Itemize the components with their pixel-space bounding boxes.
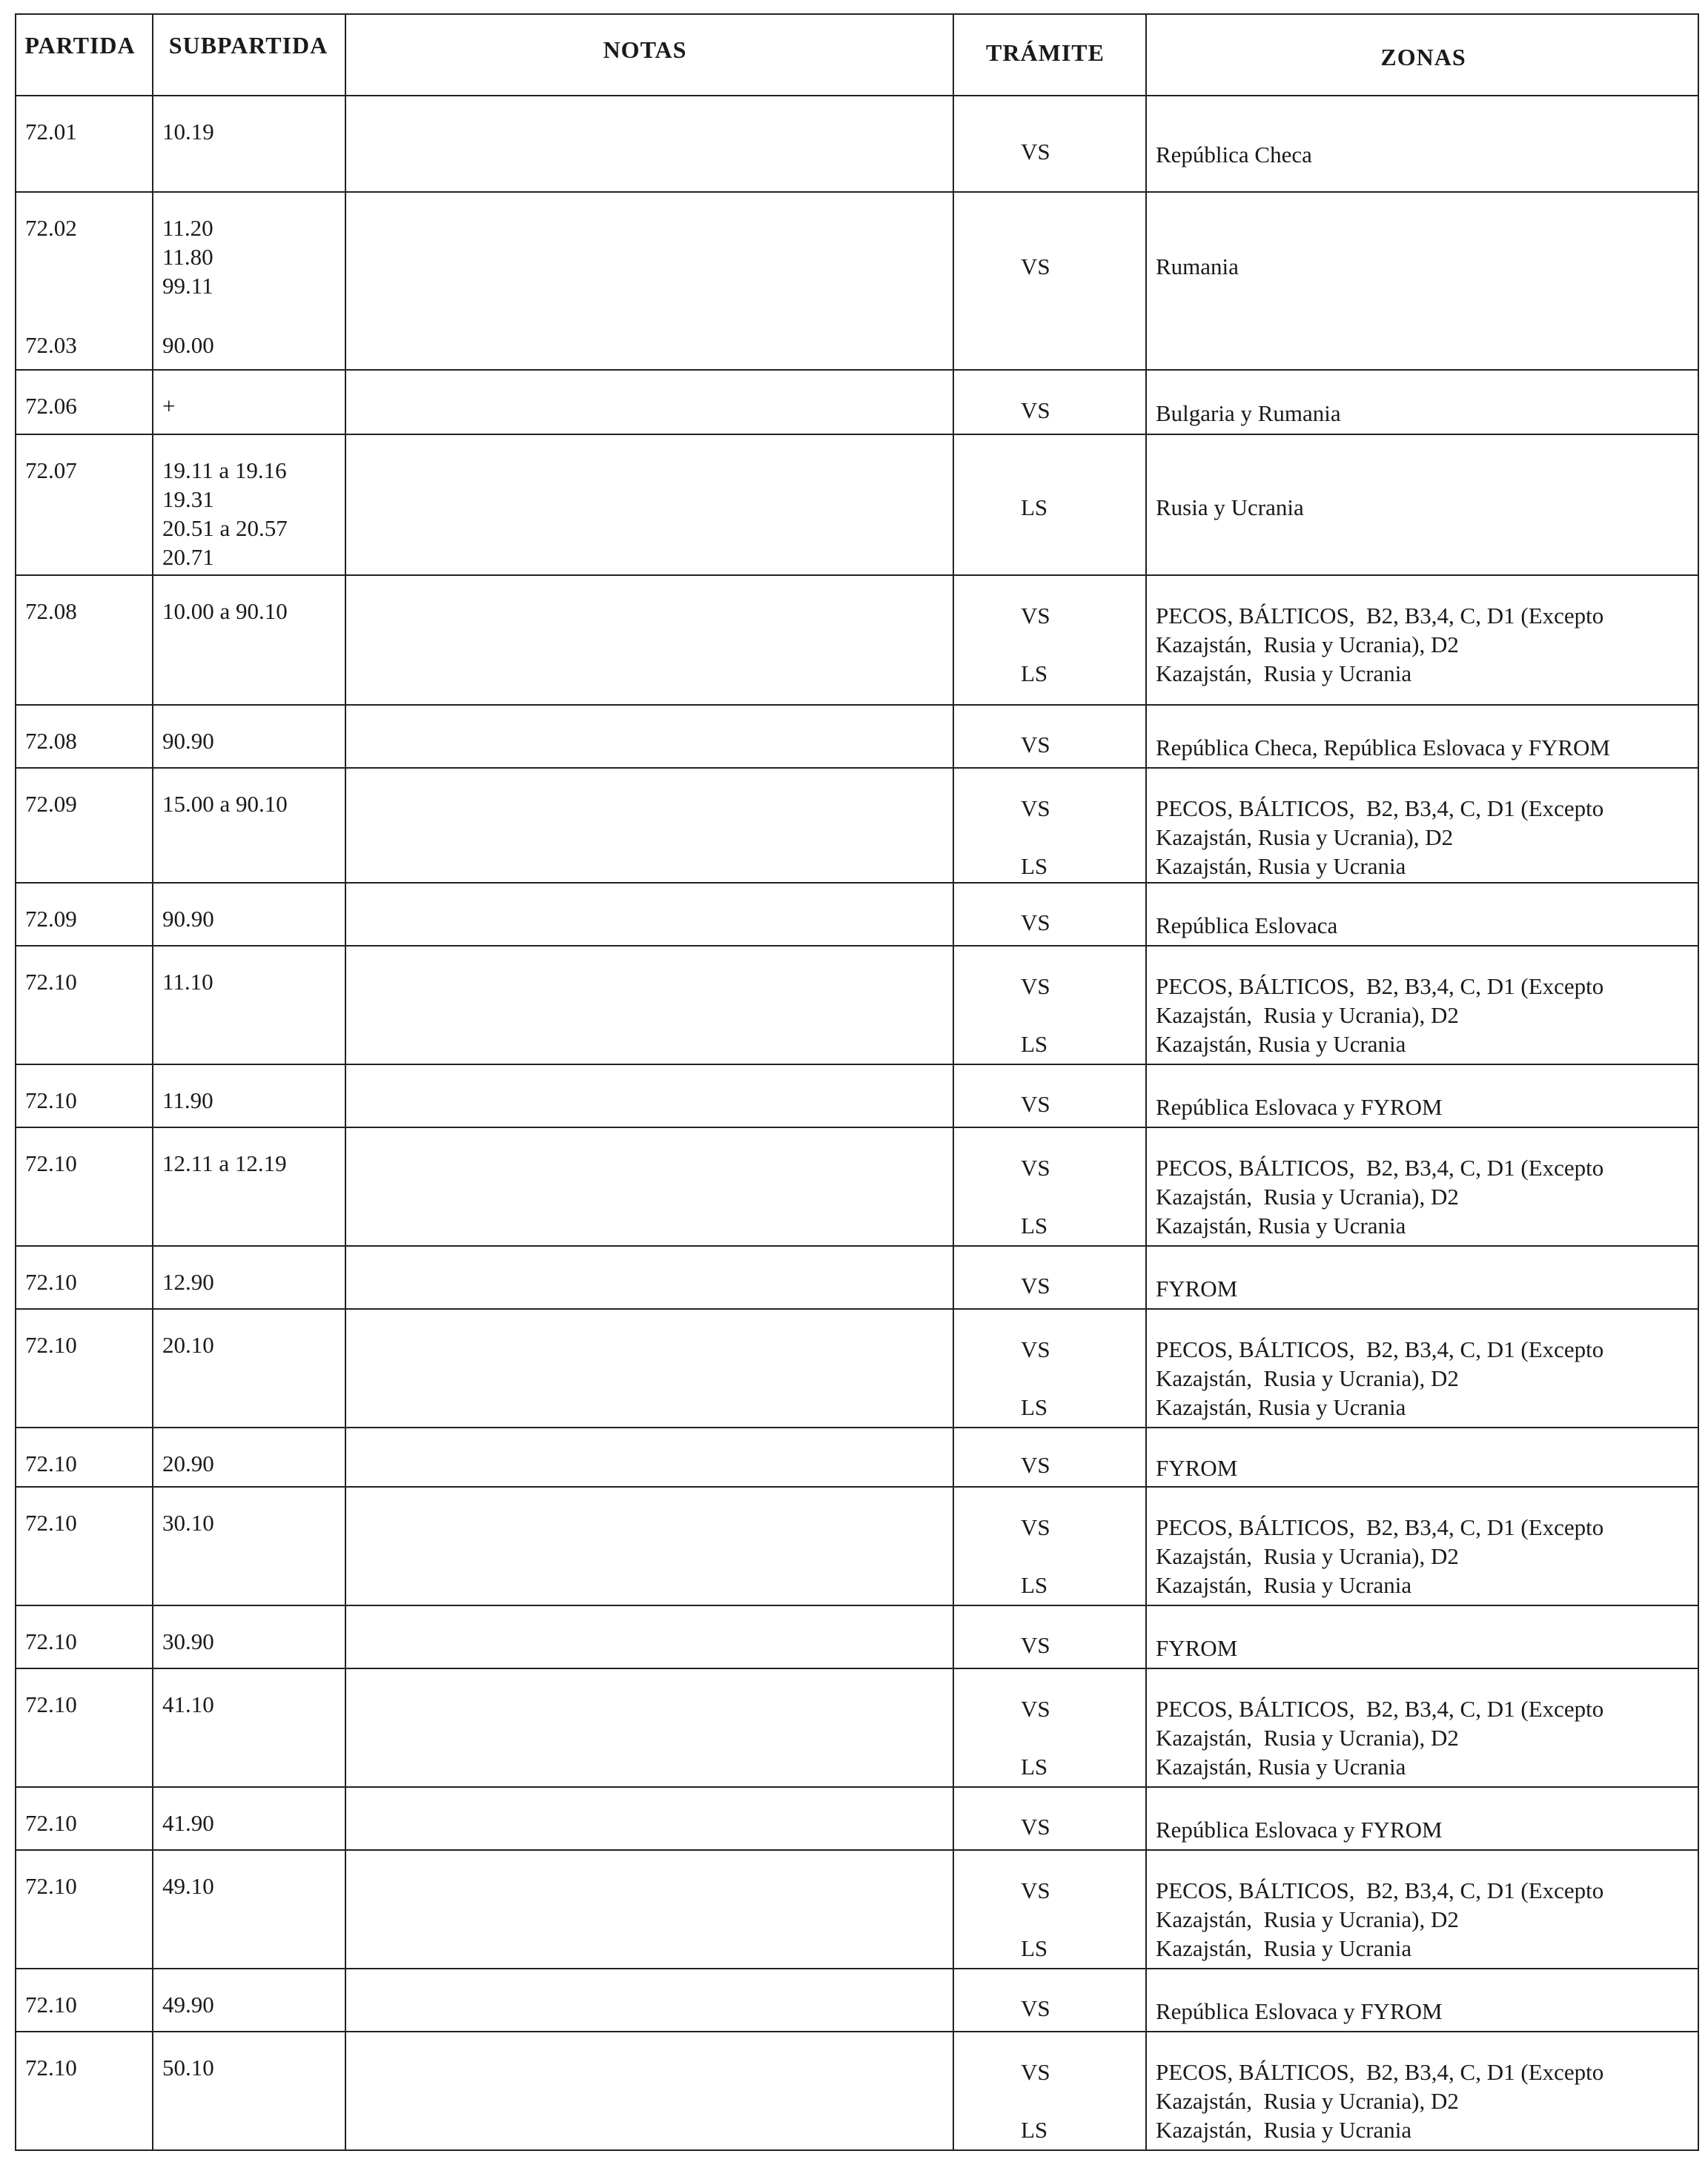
header-subpartida: SUBPARTIDA xyxy=(168,32,328,59)
subpartida-cell: 49.10 xyxy=(162,1873,214,1899)
tramite-cell: VS xyxy=(1021,1272,1050,1299)
tramite-cell: LS xyxy=(1021,1213,1048,1239)
zonas-cell: PECOS, BÁLTICOS, B2, B3,4, C, D1 (Excepto Kazajstán, Rusia y Ucrania), D2 xyxy=(1156,2059,1604,2114)
zonas-cell: FYROM xyxy=(1156,1634,1238,1661)
tramite-cell: VS xyxy=(1021,1877,1050,1903)
zonas-cell: Bulgaria y Rumania xyxy=(1156,400,1341,426)
subpartida-cell: 49.90 xyxy=(162,1992,214,2018)
partida-cell: 72.10 xyxy=(25,1087,77,1113)
partida-cell: 72.06 xyxy=(25,393,77,419)
tramite-cell: LS xyxy=(1021,1572,1048,1598)
zonas-cell: República Checa, República Eslovaca y FYROM xyxy=(1156,734,1610,760)
tramite-cell: VS xyxy=(1021,909,1050,935)
subpartida-cell: 10.19 xyxy=(162,119,214,145)
tramite-cell: LS xyxy=(1021,853,1048,879)
tramite-cell: VS xyxy=(1021,1696,1050,1722)
zonas-cell: República Eslovaca xyxy=(1156,912,1338,938)
partida-cell: 72.09 xyxy=(25,791,77,817)
tramite-cell: LS xyxy=(1021,660,1048,686)
partida-cell: 72.03 xyxy=(25,332,77,358)
tramite-cell: VS xyxy=(1021,2059,1050,2085)
subpartida-cell: 20.90 xyxy=(162,1451,214,1476)
subpartida-cell: 20.10 xyxy=(162,1332,214,1358)
subpartida-cell: 30.90 xyxy=(162,1628,214,1654)
tramite-cell: VS xyxy=(1021,1813,1050,1840)
tramite-cell: VS xyxy=(1021,973,1050,999)
subpartida-cell: 15.00 a 90.10 xyxy=(162,791,288,817)
zonas-cell: PECOS, BÁLTICOS, B2, B3,4, C, D1 (Excepto Kazajstán, Rusia y Ucrania), D2 xyxy=(1156,1514,1604,1569)
zonas-cell: FYROM xyxy=(1156,1275,1238,1302)
zonas-cell: FYROM xyxy=(1156,1455,1238,1481)
subpartida-cell: 10.00 a 90.10 xyxy=(162,598,288,624)
subpartida-cell: 41.10 xyxy=(162,1691,214,1717)
tramite-cell: VS xyxy=(1021,139,1050,165)
tramite-cell: VS xyxy=(1021,1452,1050,1478)
partida-cell: 72.08 xyxy=(25,728,77,754)
zonas-cell: República Eslovaca y FYROM xyxy=(1156,1093,1443,1120)
row-divider xyxy=(15,434,1699,435)
column-divider xyxy=(152,13,153,2149)
tramite-cell: LS xyxy=(1021,1935,1048,1961)
column-divider xyxy=(953,13,954,2149)
column-divider xyxy=(15,13,16,2149)
partida-cell: 72.10 xyxy=(25,1332,77,1358)
partida-cell: 72.10 xyxy=(25,1150,77,1176)
tramite-cell: VS xyxy=(1021,253,1050,279)
zonas-cell: PECOS, BÁLTICOS, B2, B3,4, C, D1 (Excepto Kazajstán, Rusia y Ucrania), D2 xyxy=(1156,1696,1604,1751)
subpartida-cell: 50.10 xyxy=(162,2055,214,2081)
subpartida-cell: 30.10 xyxy=(162,1510,214,1536)
partida-cell: 72.08 xyxy=(25,598,77,624)
row-divider xyxy=(15,369,1699,371)
partida-cell: 72.10 xyxy=(25,1873,77,1899)
row-divider xyxy=(15,1786,1699,1788)
row-divider xyxy=(15,1668,1699,1669)
zonas-cell: Kazajstán, Rusia y Ucrania xyxy=(1156,660,1412,686)
column-divider xyxy=(1698,13,1699,2149)
zonas-cell: PECOS, BÁLTICOS, B2, B3,4, C, D1 (Excepto Kazajstán, Rusia y Ucrania), D2 xyxy=(1156,973,1604,1028)
row-divider xyxy=(15,1849,1699,1851)
tramite-cell: VS xyxy=(1021,1995,1050,2021)
partida-cell: 72.02 xyxy=(25,215,77,241)
tramite-cell: VS xyxy=(1021,1155,1050,1181)
partida-cell: 72.10 xyxy=(25,1810,77,1836)
subpartida-cell: 11.20 11.80 99.11 xyxy=(162,215,214,299)
row-divider xyxy=(15,1308,1699,1310)
partida-cell: 72.09 xyxy=(25,906,77,932)
partida-cell: 72.10 xyxy=(25,1628,77,1654)
header-tramite: TRÁMITE xyxy=(986,39,1105,66)
row-divider xyxy=(15,574,1699,576)
subpartida-cell: 90.00 xyxy=(162,332,214,358)
partida-cell: 72.10 xyxy=(25,1510,77,1536)
tramite-cell: VS xyxy=(1021,731,1050,758)
row-divider xyxy=(15,767,1699,769)
zonas-cell: Kazajstán, Rusia y Ucrania xyxy=(1156,1935,1412,1961)
partida-cell: 72.10 xyxy=(25,1691,77,1717)
partida-cell: 72.10 xyxy=(25,1269,77,1295)
zonas-cell: Kazajstán, Rusia y Ucrania xyxy=(1156,2117,1412,2143)
tramite-cell: VS xyxy=(1021,1631,1050,1658)
subpartida-cell: 90.90 xyxy=(162,728,214,754)
tramite-cell: VS xyxy=(1021,603,1050,629)
tramite-cell: LS xyxy=(1021,1754,1048,1780)
row-divider xyxy=(15,1127,1699,1128)
tramite-cell: VS xyxy=(1021,795,1050,821)
tramite-cell: VS xyxy=(1021,1336,1050,1362)
row-divider xyxy=(15,191,1699,193)
subpartida-cell: 11.90 xyxy=(162,1087,214,1113)
zonas-cell: República Checa xyxy=(1156,142,1312,168)
tramite-cell: VS xyxy=(1021,1514,1050,1540)
row-divider xyxy=(15,1605,1699,1606)
zonas-cell: PECOS, BÁLTICOS, B2, B3,4, C, D1 (Excepto Kazajstán, Rusia y Ucrania), D2 xyxy=(1156,1155,1604,1210)
zonas-cell: Kazajstán, Rusia y Ucrania xyxy=(1156,1754,1406,1780)
subpartida-cell: 41.90 xyxy=(162,1810,214,1836)
row-divider xyxy=(15,2149,1699,2151)
zonas-cell: República Eslovaca y FYROM xyxy=(1156,1998,1443,2024)
zonas-cell: Kazajstán, Rusia y Ucrania xyxy=(1156,1031,1406,1057)
zonas-cell: Kazajstán, Rusia y Ucrania xyxy=(1156,1213,1406,1239)
subpartida-cell: 12.11 a 12.19 xyxy=(162,1150,287,1176)
partida-cell: 72.10 xyxy=(25,1451,77,1476)
subpartida-cell: + xyxy=(162,393,176,419)
tramite-cell: LS xyxy=(1021,2117,1048,2143)
row-divider xyxy=(15,704,1699,706)
subpartida-cell: 12.90 xyxy=(162,1269,214,1295)
row-divider xyxy=(15,1064,1699,1065)
row-divider xyxy=(15,2031,1699,2032)
partida-cell: 72.01 xyxy=(25,119,77,145)
header-zonas: ZONAS xyxy=(1380,44,1466,70)
zonas-cell: PECOS, BÁLTICOS, B2, B3,4, C, D1 (Excepto Kazajstán, Rusia y Ucrania), D2 xyxy=(1156,795,1604,850)
tramite-cell: LS xyxy=(1021,494,1048,520)
zonas-cell: PECOS, BÁLTICOS, B2, B3,4, C, D1 (Excepto Kazajstán, Rusia y Ucrania), D2 xyxy=(1156,603,1604,657)
row-divider xyxy=(15,945,1699,947)
row-divider xyxy=(15,1968,1699,1969)
column-divider xyxy=(1145,13,1147,2149)
subpartida-cell: 19.11 a 19.16 19.31 20.51 a 20.57 20.71 xyxy=(162,457,288,570)
tramite-cell: LS xyxy=(1021,1394,1048,1420)
zonas-cell: República Eslovaca y FYROM xyxy=(1156,1816,1443,1843)
row-divider xyxy=(15,1245,1699,1247)
row-divider xyxy=(15,1427,1699,1428)
header-notas: NOTAS xyxy=(603,36,687,63)
zonas-cell: PECOS, BÁLTICOS, B2, B3,4, C, D1 (Excepto Kazajstán, Rusia y Ucrania), D2 xyxy=(1156,1336,1604,1391)
zonas-cell: Kazajstán, Rusia y Ucrania xyxy=(1156,1394,1406,1420)
row-divider xyxy=(15,882,1699,884)
partida-cell: 72.07 xyxy=(25,457,77,483)
partida-cell: 72.10 xyxy=(25,2055,77,2081)
tramite-cell: VS xyxy=(1021,1090,1050,1117)
subpartida-cell: 11.10 xyxy=(162,969,214,995)
zonas-cell: Kazajstán, Rusia y Ucrania xyxy=(1156,1572,1412,1598)
tramite-cell: VS xyxy=(1021,397,1050,423)
partida-cell: 72.10 xyxy=(25,1992,77,2018)
row-divider xyxy=(15,95,1699,96)
header-partida: PARTIDA xyxy=(24,32,136,59)
zonas-cell: Kazajstán, Rusia y Ucrania xyxy=(1156,853,1406,879)
table-border-top xyxy=(15,13,1698,15)
row-divider xyxy=(15,1486,1699,1488)
zonas-cell: Rumania xyxy=(1156,253,1239,279)
zonas-cell: PECOS, BÁLTICOS, B2, B3,4, C, D1 (Excepto Kazajstán, Rusia y Ucrania), D2 xyxy=(1156,1877,1604,1932)
subpartida-cell: 90.90 xyxy=(162,906,214,932)
tramite-cell: LS xyxy=(1021,1031,1048,1057)
partida-cell: 72.10 xyxy=(25,969,77,995)
zonas-cell: Rusia y Ucrania xyxy=(1156,494,1304,520)
column-divider xyxy=(345,13,346,2149)
